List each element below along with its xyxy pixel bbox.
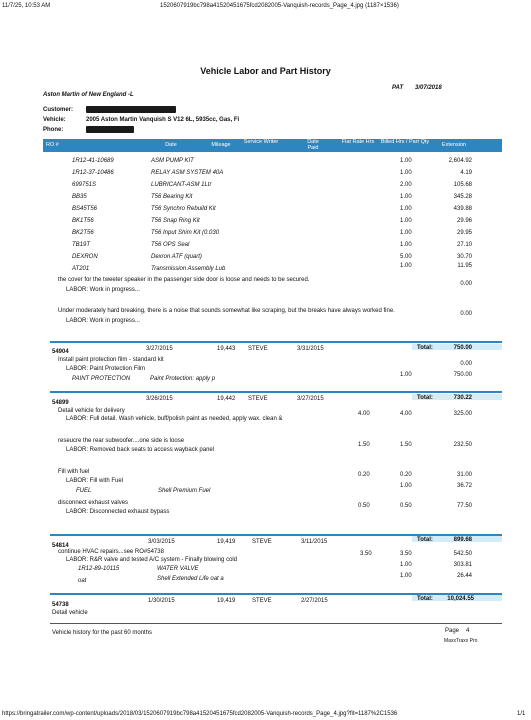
part-number: BK2T56 [72, 230, 94, 236]
total-label: Total: [417, 345, 433, 351]
ro-date: 3/03/2015 [148, 539, 175, 545]
labor-note: LABOR: Removed back seats to access wayback panel [66, 447, 215, 453]
part-qty: 1.00 [400, 242, 412, 248]
part-number: 1R12-89-10115 [78, 566, 120, 572]
ro-number: 54814 [52, 543, 69, 549]
document-title: Vehicle Labor and Part History [200, 66, 331, 76]
pat-label: PAT [392, 85, 404, 91]
part-qty: 1.00 [400, 170, 412, 176]
ro-date: 3/27/2015 [146, 346, 173, 352]
ro-date: 3/26/2015 [146, 396, 173, 402]
ro-writer: STEVE [248, 346, 268, 352]
ro-mileage: 19,419 [217, 539, 236, 545]
part-desc: T56 Synchro Rebuild Kit [151, 206, 216, 212]
table-header [43, 139, 502, 152]
line-ext: 0.00 [460, 361, 472, 367]
line-description: disconnect exhaust valves [58, 500, 129, 506]
line-ext: 325.00 [453, 411, 472, 417]
phone-redaction [86, 126, 134, 133]
ro-date-paid: 3/27/2015 [297, 396, 324, 402]
part-number: DEXRON [72, 254, 98, 260]
billed-hrs: 3.50 [400, 551, 412, 557]
flat-rate-hrs: 4.00 [358, 411, 370, 417]
part-number: BB35 [72, 194, 87, 200]
part-desc: T56 Input Shim Kit (0.030 [151, 230, 220, 236]
pat-date: 3/07/2018 [415, 85, 442, 91]
total-label: Total: [417, 596, 433, 602]
footer-divider [50, 623, 502, 624]
ro-writer: STEVE [248, 396, 268, 402]
ro-number: 54899 [52, 400, 69, 406]
part-ext: 105.68 [453, 182, 472, 188]
line-ext: 542.50 [453, 551, 472, 557]
print-datetime: 11/7/25, 10:53 AM [2, 3, 51, 9]
ro-total: 730.22 [453, 395, 472, 401]
ro-writer: STEVE [252, 539, 272, 545]
part-desc: LUBRICANT-ASM 1Ltr [151, 182, 212, 188]
billed-hrs: 1.50 [400, 442, 412, 448]
col-date: Date [165, 142, 177, 148]
part-qty: 1.00 [400, 218, 412, 224]
print-tab-title: 1520607919bc798a41520451675fcd2082005-Vanquish-records_Page_4.jpg (1187×1536) [160, 3, 399, 9]
print-page-count: 1/1 [517, 711, 526, 717]
line-description: Under moderately hard breaking, there is a noise that sounds somewhat like scraping, but the breaks have always worked fine. [58, 308, 395, 314]
ro-total: 899.68 [453, 537, 472, 543]
part-desc: Shell Extended Life oat a [157, 576, 224, 582]
part-number: 1R12-37-10486 [72, 170, 114, 176]
part-ext: 11.95 [457, 263, 472, 269]
part-qty: 2.00 [400, 182, 412, 188]
labor-note: LABOR: Full detail. Wash vehicle, buff/polish paint as needed, apply wax. clean & [66, 416, 283, 422]
part-qty: 1.00 [400, 562, 412, 568]
flat-rate-hrs: 0.20 [358, 472, 370, 478]
labor-note: LABOR: R&R valve and tested A/C system - Finally blowing cold [66, 557, 238, 563]
part-desc: T56 Bearing Kit [151, 194, 193, 200]
part-ext: 750.00 [453, 372, 472, 378]
part-qty: 1.00 [400, 194, 412, 200]
part-ext: 36.72 [456, 483, 472, 489]
line-description: reseucre the rear subwoofer....one side is loose [58, 438, 185, 444]
labor-note: LABOR: Work in progress... [66, 318, 140, 324]
line-description: continue HVAC repairs...see RO#54738 [58, 549, 164, 555]
print-url: https://bringatrailer.com/wp-content/uploads/2018/03/1520607919bc798a41520451675fcd2082005-Vanquish-records_Page_4.jpg?fit=1187%2C1536 [2, 711, 398, 717]
col-billed: Billed Hrs / Part Qty [380, 139, 430, 145]
part-qty: 1.00 [400, 573, 412, 579]
ro-number: 54738 [52, 602, 69, 608]
part-ext: 29.95 [456, 230, 472, 236]
line-description: Detail vehicle [52, 610, 88, 616]
software-brand: MaxxTraxx Pro [444, 638, 478, 644]
billed-hrs: 0.20 [400, 472, 412, 478]
part-qty: 1.00 [400, 263, 412, 269]
total-label: Total: [417, 395, 433, 401]
part-desc: Transmission Assembly Lub [151, 266, 226, 272]
part-desc: T56 Snap Ring Kit [151, 218, 200, 224]
line-ext: 0.00 [460, 311, 472, 317]
ro-date-paid: 2/27/2015 [301, 598, 328, 604]
part-number: BS45T56 [72, 206, 98, 212]
ro-total: 10,024.55 [447, 596, 474, 602]
part-qty: 1.00 [400, 372, 412, 378]
phone-label: Phone: [43, 127, 64, 133]
labor-note: LABOR: Fill with Fuel [66, 478, 124, 484]
line-description: Install paint protection film - standard kit [58, 357, 164, 363]
part-qty: 5.00 [400, 254, 412, 260]
part-desc: Dexron ATF (quart) [151, 254, 202, 260]
ro-mileage: 19,443 [217, 346, 236, 352]
ro-date: 1/30/2015 [148, 598, 175, 604]
col-extension: Extension [441, 142, 467, 148]
part-desc: Paint Protection: apply p [150, 376, 216, 382]
part-number: FUEL [76, 488, 92, 494]
labor-note: LABOR: Disconnected exhaust bypass [66, 509, 170, 515]
part-ext: 27.10 [456, 242, 472, 248]
part-ext: 29.96 [456, 218, 472, 224]
part-number: AT201 [72, 266, 90, 272]
part-desc: RELAY ASM SYSTEM 40A [151, 170, 224, 176]
part-ext: 303.81 [453, 562, 472, 568]
ro-mileage: 19,419 [217, 598, 236, 604]
line-description: Detail vehicle for delivery [58, 408, 125, 414]
line-ext: 31.00 [456, 472, 472, 478]
part-qty: 1.00 [400, 230, 412, 236]
ro-divider [50, 341, 502, 343]
part-number: oat [78, 578, 87, 584]
part-number: 699751S [72, 182, 97, 188]
ro-number: 54904 [52, 349, 69, 355]
part-ext: 30.70 [456, 254, 472, 260]
col-service-writer: Service Writer [243, 139, 279, 145]
ro-writer: STEVE [252, 598, 272, 604]
part-ext: 4.19 [460, 170, 472, 176]
ro-total: 750.00 [453, 345, 472, 351]
part-ext: 345.28 [453, 194, 472, 200]
part-number: 1R12-41-10689 [72, 158, 114, 164]
part-qty: 1.00 [400, 206, 412, 212]
line-ext: 77.50 [456, 503, 472, 509]
flat-rate-hrs: 1.50 [358, 442, 370, 448]
part-number: TB19T [72, 242, 91, 248]
part-desc: Shell Premium Fuel [158, 488, 211, 494]
flat-rate-hrs: 0.50 [358, 503, 370, 509]
col-ro: RO # [46, 142, 59, 148]
vehicle-value: 2005 Aston Martin Vanquish S V12 6L, 5935cc, Gas, Fi [86, 117, 240, 123]
part-number: PAINT PROTECTION [72, 376, 131, 382]
part-ext: 2,604.92 [448, 158, 472, 164]
labor-note: LABOR: Paint Protection Film [66, 366, 146, 372]
footer-note: Vehicle history for the past 60 months [52, 630, 153, 636]
ro-divider [50, 391, 502, 393]
page-number: 4 [466, 628, 470, 634]
part-qty: 1.00 [400, 483, 412, 489]
customer-redaction [86, 106, 176, 113]
part-number: BK1T56 [72, 218, 94, 224]
line-description: Fill with fuel [58, 469, 90, 475]
part-qty: 1.00 [400, 158, 412, 164]
customer-label: Customer: [43, 107, 74, 113]
part-desc: ASM PUMP KIT [151, 158, 194, 164]
dealer-name: Aston Martin of New England -L [43, 92, 134, 98]
labor-note: LABOR: Work in progress... [66, 287, 140, 293]
billed-hrs: 4.00 [400, 411, 412, 417]
vehicle-label: Vehicle: [43, 117, 66, 123]
part-desc: T56 OPS Seal [151, 242, 190, 248]
page-label: Page [445, 628, 460, 634]
line-description: the cover for the tweeter speaker in the passenger side door is loose and needs to be secured. [58, 277, 310, 283]
part-ext: 439.88 [453, 206, 472, 212]
flat-rate-hrs: 3.50 [360, 551, 372, 557]
ro-date-paid: 3/11/2015 [301, 539, 328, 545]
line-ext: 232.50 [453, 442, 472, 448]
billed-hrs: 0.50 [400, 503, 412, 509]
ro-date-paid: 3/31/2015 [297, 346, 324, 352]
col-flat-rate: Flat Rate Hrs [341, 139, 375, 145]
col-date-paid: Date Paid [307, 139, 319, 151]
total-label: Total: [417, 537, 433, 543]
part-ext: 26.44 [456, 573, 472, 579]
ro-mileage: 19,442 [217, 396, 236, 402]
part-desc: WATER VALVE [157, 566, 199, 572]
line-ext: 0.00 [460, 281, 472, 287]
col-mileage: Mileage [211, 142, 231, 148]
